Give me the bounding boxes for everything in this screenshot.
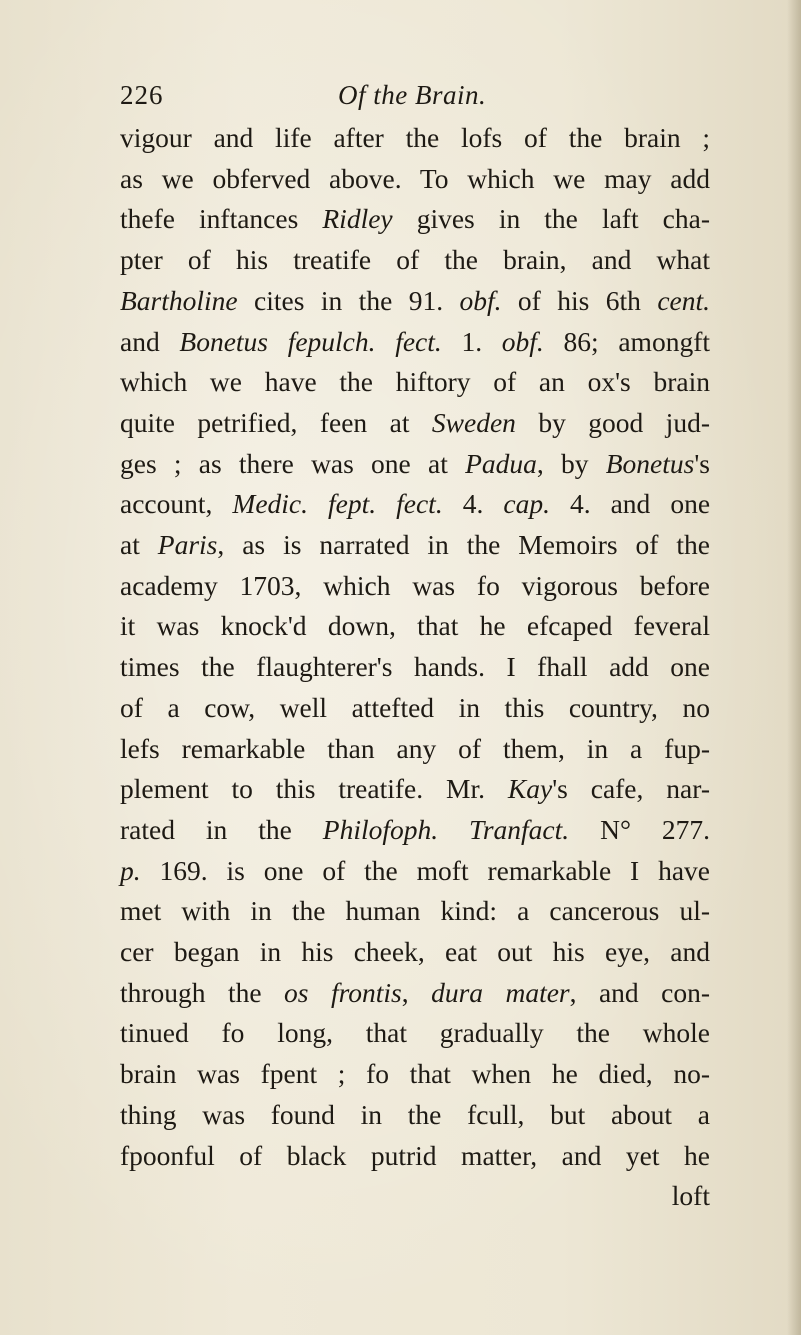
text-run: 169. is one of the moft remarkable I have bbox=[140, 854, 710, 886]
italic-text: obf. bbox=[459, 284, 502, 316]
text-run: 4. and one bbox=[549, 488, 711, 520]
text-line bbox=[120, 1013, 710, 1053]
text-run: through the bbox=[120, 976, 285, 1008]
text-run: account, bbox=[120, 488, 233, 520]
italic-text: Kay bbox=[507, 773, 553, 805]
italic-text: Bonetus fepulch. fect. bbox=[179, 325, 442, 357]
text-run: it was knock'd down, that he efcaped feveral bbox=[120, 610, 710, 642]
text-run: 86; amongft bbox=[543, 325, 710, 357]
text-run: ges ; as there was one at bbox=[120, 447, 466, 479]
text-run: 4. bbox=[442, 488, 504, 520]
text-line bbox=[120, 118, 710, 158]
text-line bbox=[120, 322, 710, 362]
italic-text: Sweden bbox=[431, 406, 516, 438]
italic-text: obf. bbox=[501, 325, 544, 357]
italic-text: Paris bbox=[157, 529, 218, 560]
text-line bbox=[120, 199, 710, 239]
text-run: 1. bbox=[441, 325, 502, 357]
text-line bbox=[120, 444, 710, 484]
italic-text: cent. bbox=[657, 284, 710, 316]
text-run: times the flaughterer's hands. I fhall add one bbox=[120, 651, 710, 683]
italic-text: Bonetus bbox=[605, 447, 695, 479]
text-run: cites in the 91. bbox=[237, 284, 460, 316]
italic-text: p. bbox=[120, 854, 141, 886]
text-run: , by bbox=[536, 447, 606, 479]
text-run: at bbox=[120, 529, 158, 560]
text-line bbox=[120, 1054, 710, 1094]
text-line bbox=[120, 484, 710, 524]
text-line bbox=[120, 240, 710, 280]
text-run: N° 277. bbox=[569, 813, 710, 845]
text-run: 's cafe, nar- bbox=[552, 773, 711, 805]
text-line bbox=[120, 769, 710, 809]
italic-text: cap. bbox=[503, 488, 550, 520]
text-run: rated in the bbox=[120, 813, 323, 845]
text-run: 's bbox=[694, 447, 710, 479]
italic-text: dura mater bbox=[431, 976, 570, 1008]
text-run: vigour and life after the lofs of the brain ; bbox=[120, 122, 710, 153]
running-title: Of the Brain. bbox=[338, 80, 487, 110]
text-run: thing was found in the fcull, but about a bbox=[120, 1098, 710, 1130]
text-line bbox=[120, 810, 710, 850]
italic-text: Ridley bbox=[322, 203, 393, 235]
text-run: tinued fo long, that gradually the whole bbox=[120, 1017, 710, 1049]
text-line bbox=[120, 932, 710, 972]
text-line bbox=[120, 1136, 710, 1176]
text-line bbox=[120, 566, 710, 606]
italic-text: Bartholine bbox=[120, 284, 238, 316]
text-line bbox=[120, 362, 710, 402]
text-run: gives in the laft cha- bbox=[392, 203, 711, 235]
text-line bbox=[120, 1095, 710, 1135]
text-line bbox=[120, 281, 710, 321]
text-line bbox=[120, 606, 710, 646]
text-line bbox=[120, 891, 710, 931]
text-run: , as is narrated in the Memoirs of the bbox=[217, 529, 710, 560]
page-number: 226 bbox=[120, 80, 164, 110]
page-edge-shadow bbox=[787, 0, 801, 1335]
italic-text: Medic. fept. fect. bbox=[232, 488, 443, 520]
text-line bbox=[120, 1176, 710, 1216]
text-run: met with in the human kind: a cancerous ul- bbox=[120, 895, 710, 927]
text-line bbox=[120, 525, 710, 565]
text-run: , and con- bbox=[569, 976, 710, 1008]
text-run: fpoonful of black putrid matter, and yet he bbox=[120, 1139, 710, 1171]
italic-text: os frontis bbox=[284, 976, 402, 1008]
text-line bbox=[120, 851, 710, 891]
page-header bbox=[120, 80, 720, 120]
text-run: cer began in his cheek, eat out his eye, and bbox=[120, 936, 710, 967]
text-run: pter of his treatife of the brain, and what bbox=[120, 244, 710, 276]
text-line bbox=[120, 159, 710, 199]
text-line bbox=[120, 403, 710, 443]
italic-text: Padua bbox=[465, 447, 537, 479]
text-line bbox=[120, 729, 710, 769]
text-line bbox=[120, 973, 710, 1013]
text-run: plement to this treatife. Mr. bbox=[120, 773, 508, 805]
text-run: and bbox=[120, 325, 180, 357]
text-run: which we have the hiftory of an ox's brain bbox=[120, 366, 710, 398]
text-run: quite petrified, feen at bbox=[120, 406, 432, 438]
text-run: lefs remarkable than any of them, in a fup- bbox=[120, 732, 710, 764]
text-line bbox=[120, 688, 710, 728]
text-run: of his 6th bbox=[501, 284, 658, 316]
text-run: of a cow, well attefted in this country, no bbox=[120, 691, 710, 723]
text-run: by good jud- bbox=[515, 406, 710, 438]
italic-text: Philofoph. Tranfact. bbox=[322, 813, 570, 845]
text-run: academy 1703, which was fo vigorous before bbox=[120, 569, 710, 601]
text-run: as we obferved above. To which we may add bbox=[120, 162, 710, 194]
text-line bbox=[120, 647, 710, 687]
text-run: loft bbox=[671, 1180, 710, 1212]
text-run: , bbox=[401, 976, 432, 1008]
text-run: thefe inftances bbox=[120, 203, 323, 235]
text-run: brain was fpent ; fo that when he died, no- bbox=[120, 1058, 710, 1090]
